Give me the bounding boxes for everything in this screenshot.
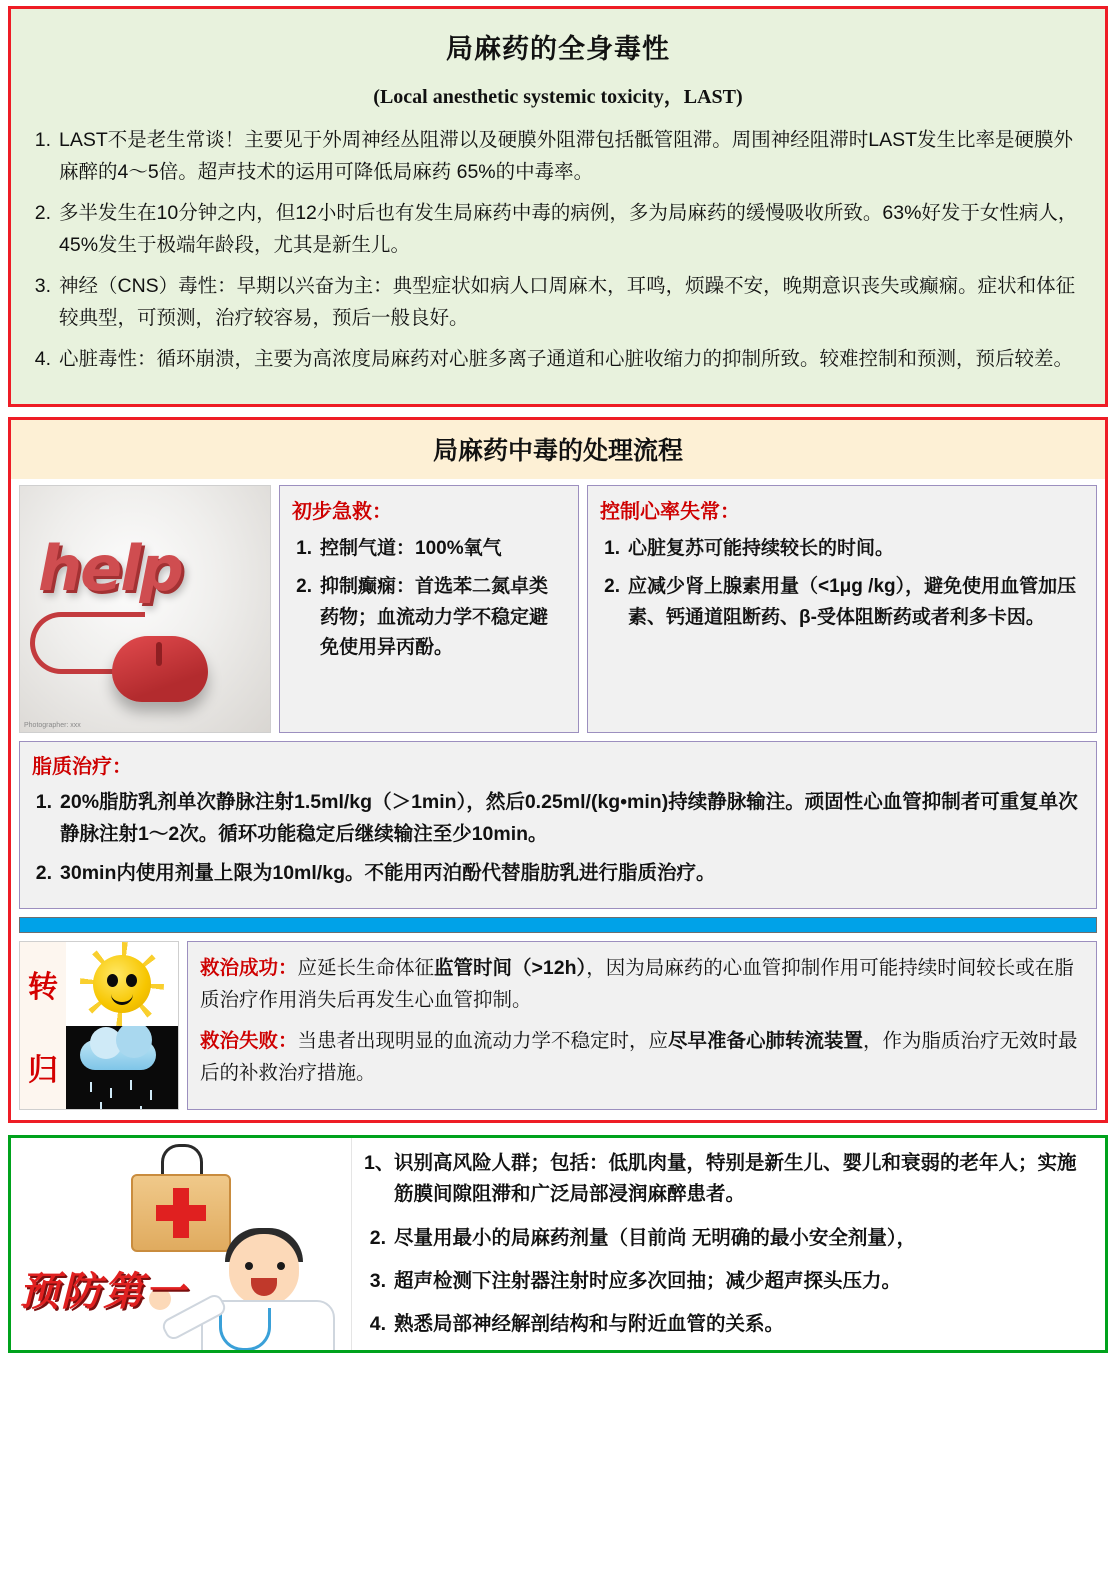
list-item	[25, 198, 1091, 261]
list-item-number: 4.	[369, 1312, 386, 1335]
list-item-text: LAST不是老生常谈！主要见于外周神经丛阻滞以及硬膜外阻滞包括骶管阻滞。周围神经阻滞时LAST发生比率是硬膜外麻醉的4～5倍。超声技术的运用可降低局麻药 65%的中毒率。	[59, 129, 1074, 183]
lipid-therapy-box	[19, 741, 1097, 909]
toxicity-list	[25, 125, 1091, 376]
outcome-pictures	[66, 942, 178, 1109]
list-item	[25, 271, 1091, 334]
mouse-icon	[112, 636, 208, 702]
sun-icon	[66, 942, 178, 1026]
list-item	[364, 1148, 1091, 1210]
list-item-number: 2.	[369, 1226, 386, 1249]
list-item	[292, 534, 566, 564]
list-item	[600, 534, 1084, 564]
section-prevention	[8, 1135, 1108, 1353]
first-aid-kit-icon	[131, 1174, 231, 1252]
section-treatment-flow	[8, 417, 1108, 1123]
fail-bold: 尽早准备心肺转流装置	[668, 1029, 864, 1052]
arrhythmia-heading: 控制心率失常：	[600, 501, 740, 524]
outcome-row	[19, 941, 1097, 1110]
success-text-2: ，因为局麻药的心血管抑制作用可能持续时间较长或在脂质治疗作用消失后再发生心血管抑制。	[200, 956, 1074, 1012]
list-item-text: 30min内使用剂量上限为10ml/kg。不能用丙泊酚代替脂肪乳进行脂质治疗。	[60, 862, 716, 885]
treatment-top-row	[11, 479, 1105, 733]
list-item-text: 应减少肾上腺素用量（<1μg /kg），避免使用血管加压素、钙通道阻断药、β-受体阻断药或者利多卡因。	[628, 576, 1077, 628]
page-subtitle: (Local anesthetic systemic toxicity，LAST)	[373, 86, 743, 108]
section-title-treatment: 局麻药中毒的处理流程	[11, 420, 1105, 479]
list-item-number: 1、	[364, 1152, 395, 1175]
list-item-number: 1.	[296, 538, 312, 560]
list-item-number: 2.	[604, 576, 620, 598]
arrhythmia-box	[587, 485, 1097, 733]
list-item-number: 2.	[34, 202, 51, 225]
list-item	[32, 787, 1084, 850]
success-bold: 监管时间（>12h）	[434, 956, 587, 979]
list-item-text: 超声检测下注射器注射时应多次回抽；减少超声探头压力。	[394, 1269, 902, 1292]
page-title: 局麻药的全身毒性	[446, 34, 670, 64]
fail-text-2: ，作为脂质治疗无效时最后的补救治疗措施。	[200, 1029, 1078, 1084]
first-aid-box	[279, 485, 579, 733]
list-item-number: 3.	[34, 275, 51, 298]
outcome-fail	[200, 1025, 1084, 1090]
outcome-chars	[20, 942, 66, 1109]
fail-text-1: 当患者出现明显的血流动力学不稳定时，应	[297, 1029, 669, 1052]
help-word: help	[38, 532, 182, 606]
outcome-image	[19, 941, 179, 1110]
help-image	[19, 485, 271, 733]
list-item	[292, 572, 566, 663]
list-item-text: 尽量用最小的局麻药剂量（目前尚 无明确的最小安全剂量），	[394, 1226, 917, 1249]
list-item-number: 2.	[35, 862, 52, 885]
section-systemic-toxicity	[8, 6, 1108, 407]
outcome-char-top: 转	[28, 970, 58, 1004]
list-item-text: 多半发生在10分钟之内，但12小时后也有发生局麻药中毒的病例，多为局麻药的缓慢吸收所致。63%好发于女性病人，45%发生于极端年龄段，尤其是新生儿。	[59, 202, 1078, 256]
list-item-text: 熟悉局部神经解剖结构和与附近血管的关系。	[394, 1312, 785, 1335]
list-item	[364, 1223, 1091, 1254]
list-item	[25, 344, 1091, 376]
stethoscope-icon	[219, 1308, 271, 1350]
image-credit: Photographer: xxx	[24, 722, 81, 730]
list-item-number: 1.	[35, 791, 52, 814]
list-item-text: 控制气道：100%氧气	[320, 538, 502, 560]
lipid-heading: 脂质治疗：	[32, 756, 132, 779]
success-text-1: 应延长生命体征	[297, 956, 435, 979]
list-item-number: 3.	[369, 1269, 386, 1292]
fail-label: 救治失败：	[200, 1029, 298, 1052]
list-item	[364, 1309, 1091, 1340]
list-item	[600, 572, 1084, 633]
first-aid-heading: 初步急救：	[292, 501, 392, 524]
list-item-text: 心脏复苏可能持续较长的时间。	[628, 538, 895, 560]
prevention-list	[352, 1138, 1105, 1350]
list-item-number: 2.	[296, 576, 312, 598]
list-item-text: 20%脂肪乳剂单次静脉注射1.5ml/kg（＞1min），然后0.25ml/(kg•min)持续静脉输注。顽固性心血管抑制者可重复单次静脉注射1～2次。循环功能稳定后继续输注至少10min。	[60, 791, 1078, 845]
list-item	[364, 1266, 1091, 1297]
success-label: 救治成功：	[200, 956, 298, 979]
list-item-text: 识别高风险人群；包括：低肌肉量，特别是新生儿、婴儿和衰弱的老年人；实施筋膜间隙阻滞和广泛局部浸润麻醉患者。	[394, 1152, 1077, 1206]
prevention-title: 预防第一	[19, 1270, 187, 1315]
prevention-image	[11, 1138, 352, 1350]
list-item-number: 4.	[34, 348, 51, 371]
outcome-success	[200, 952, 1084, 1017]
outcome-text	[187, 941, 1097, 1110]
list-item	[32, 858, 1084, 890]
list-item-text: 抑制癫痫：首选苯二氮卓类药物；血流动力学不稳定避免使用异丙酚。	[320, 576, 549, 659]
list-item-number: 1.	[34, 129, 51, 151]
list-item-number: 1.	[604, 538, 620, 560]
list-item-text: 心脏毒性：循环崩溃，主要为高浓度局麻药对心脏多离子通道和心脏收缩力的抑制所致。较难控制和预测，预后较差。	[59, 348, 1074, 371]
divider-bar	[19, 917, 1097, 933]
list-item-text: 神经（CNS）毒性：早期以兴奋为主：典型症状如病人口周麻木，耳鸣，烦躁不安，晚期意识丧失或癫痫。症状和体征较典型，可预测，治疗较容易，预后一般良好。	[59, 275, 1076, 329]
outcome-char-bottom: 归	[28, 1054, 58, 1088]
rain-cloud-icon	[66, 1026, 178, 1110]
list-item	[25, 125, 1091, 188]
